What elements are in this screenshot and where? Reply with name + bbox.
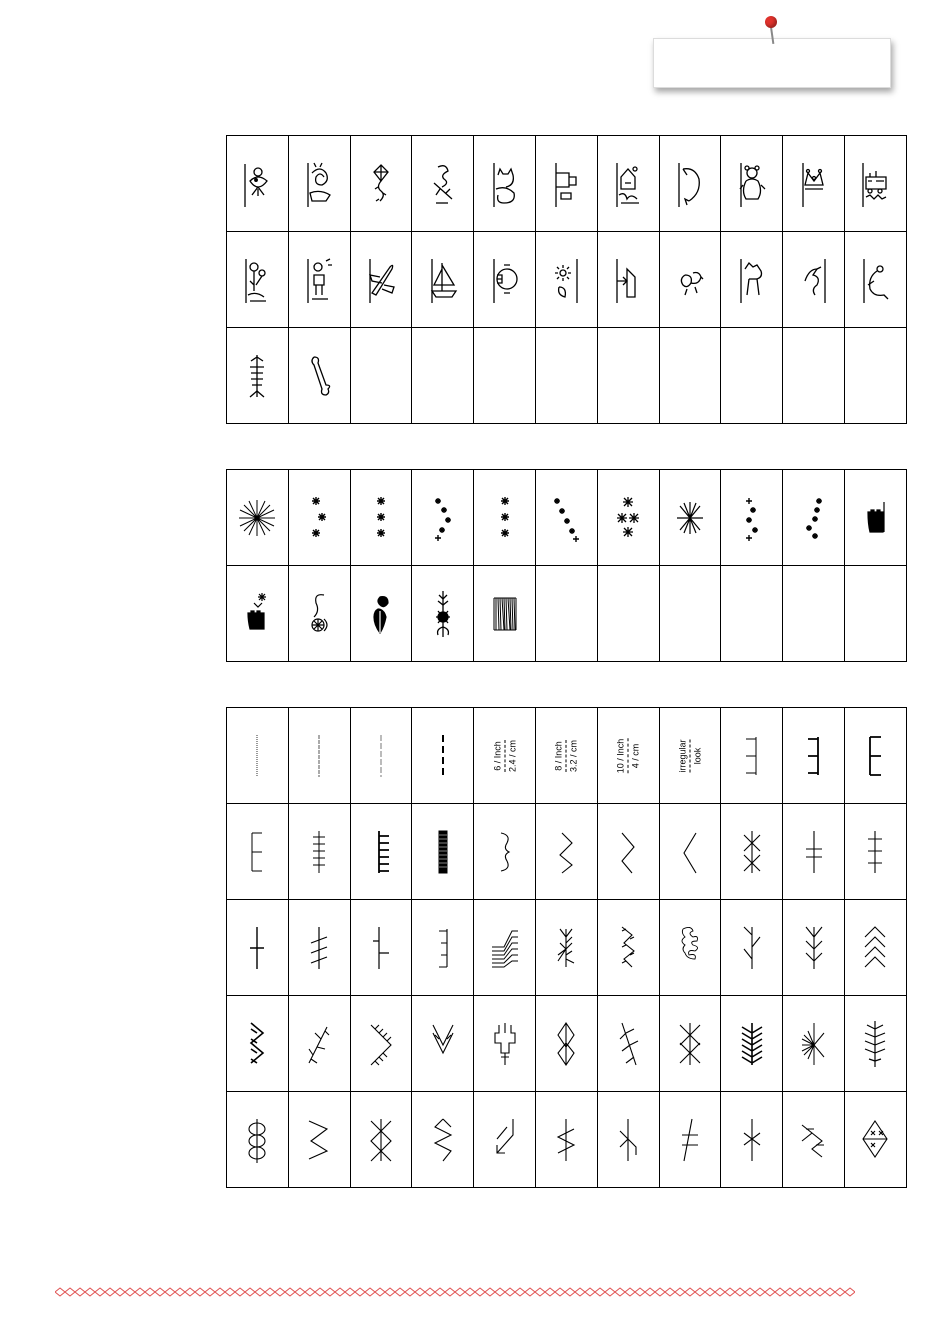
bird-icon[interactable] (783, 232, 845, 328)
chevron-stitch-icon[interactable] (844, 900, 906, 996)
s-bar-stitch-icon[interactable] (535, 1092, 597, 1188)
multi-line-stitch-icon[interactable] (474, 900, 536, 996)
quilting-label-top: 6 / Inch (492, 740, 503, 771)
satin-block-icon[interactable] (474, 566, 536, 662)
star-column-stitch-icon[interactable] (721, 1092, 783, 1188)
sticky-note (653, 38, 891, 88)
quilting-label-bottom: look (692, 747, 703, 764)
cross-stitch-icon[interactable] (721, 804, 783, 900)
empty-cell (844, 566, 906, 662)
blanket-stitch-bold-icon[interactable] (783, 708, 845, 804)
star-large-icon[interactable] (659, 470, 721, 566)
flower-stem-icon[interactable] (412, 566, 474, 662)
cross-chain-stitch-icon[interactable] (659, 996, 721, 1092)
house-garden-icon[interactable] (597, 136, 659, 232)
quilt-stitch-table (226, 707, 907, 1188)
w-zigzag-stitch-icon[interactable] (288, 1092, 350, 1188)
airplane-icon[interactable] (350, 232, 412, 328)
double-cross-stitch-icon[interactable] (844, 804, 906, 900)
asterisk-diagonal-icon[interactable] (535, 470, 597, 566)
quilting-irregular[interactable] (659, 708, 721, 804)
quilting-10-inch[interactable] (597, 708, 659, 804)
fern-stitch-icon[interactable] (783, 900, 845, 996)
empty-cell (350, 328, 412, 424)
fishbone-icon[interactable] (227, 328, 289, 424)
leaf-spine-stitch-icon[interactable] (844, 996, 906, 1092)
bird-on-branch-icon[interactable] (412, 136, 474, 232)
straight-fine-stitch-icon[interactable] (227, 708, 289, 804)
castle-stitch-icon[interactable] (474, 996, 536, 1092)
branch-stitch-icon[interactable] (721, 900, 783, 996)
cross-vertical-stitch-icon[interactable] (227, 900, 289, 996)
mailbox-icon[interactable] (535, 136, 597, 232)
quilting-label-top: 10 / Inch (615, 738, 626, 773)
quilting-label-top: irregular (677, 738, 688, 773)
horse-icon[interactable] (721, 232, 783, 328)
motif-stitch-table (226, 135, 907, 424)
dolphin-icon[interactable] (659, 136, 721, 232)
asterisk-column-small-icon[interactable] (474, 470, 536, 566)
castle-icon[interactable] (844, 470, 906, 566)
asterisk-cluster-icon[interactable] (721, 470, 783, 566)
train-icon[interactable] (844, 136, 906, 232)
asterisk-triangle-icon[interactable] (597, 470, 659, 566)
zigzag-chevron-stitch-icon[interactable] (227, 996, 289, 1092)
quilting-label-top: 8 / Inch (553, 740, 564, 771)
slant-bar-stitch-icon[interactable] (288, 900, 350, 996)
asterisk-column-icon[interactable] (350, 470, 412, 566)
feather-star-stitch-icon[interactable] (535, 900, 597, 996)
empty-cell (535, 566, 597, 662)
house-icon[interactable] (597, 232, 659, 328)
empty-cell (844, 328, 906, 424)
empty-cell (474, 328, 536, 424)
sailboat-icon[interactable] (412, 232, 474, 328)
decorative-border (55, 1286, 855, 1298)
comb-stitch-icon[interactable] (412, 900, 474, 996)
plume-stitch-icon[interactable] (783, 996, 845, 1092)
empty-cell (783, 566, 845, 662)
straight-stitch-icon[interactable] (288, 708, 350, 804)
herringbone-stitch-icon[interactable] (350, 996, 412, 1092)
child-swing-icon[interactable] (288, 232, 350, 328)
blanket-stitch-icon[interactable] (721, 708, 783, 804)
ladder-stitch-bold-icon[interactable] (350, 804, 412, 900)
wave-zigzag-stitch-icon[interactable] (412, 996, 474, 1092)
step-s-stitch-icon[interactable] (597, 1092, 659, 1188)
empty-cell (597, 328, 659, 424)
satin-stitch-icon[interactable] (412, 804, 474, 900)
empty-cell (597, 566, 659, 662)
castle-star-icon[interactable] (227, 566, 289, 662)
swirl-flower-icon[interactable] (288, 566, 350, 662)
fish-icon[interactable] (227, 136, 289, 232)
diamond-chain-stitch-icon[interactable] (535, 996, 597, 1092)
fishbone-stitch-icon[interactable] (721, 996, 783, 1092)
flower-tree-icon[interactable] (227, 232, 289, 328)
dog-bone-icon[interactable] (288, 328, 350, 424)
ladder-stitch-icon[interactable] (288, 804, 350, 900)
empty-cell (659, 566, 721, 662)
star-cross-stitch-icon[interactable] (350, 1092, 412, 1188)
blanket-stitch-wide-icon[interactable] (844, 708, 906, 804)
quilting-label-bottom: 3.2 / cm (568, 739, 579, 772)
starburst-icon[interactable] (227, 470, 289, 566)
asterisk-chain-icon[interactable] (783, 470, 845, 566)
quilting-8-inch[interactable] (535, 708, 597, 804)
straight-stitch-light-icon[interactable] (350, 708, 412, 804)
crown-icon[interactable] (783, 136, 845, 232)
sun-moon-icon[interactable] (535, 232, 597, 328)
diamond-star-stitch-icon[interactable] (844, 1092, 906, 1188)
serpentine-stitch-icon[interactable] (659, 804, 721, 900)
cross-bar-stitch-icon[interactable] (783, 804, 845, 900)
snake-chain-stitch-icon[interactable] (412, 1092, 474, 1188)
scallop-stitch-icon[interactable] (474, 804, 536, 900)
quilting-label-bottom: 4 / cm (630, 743, 641, 768)
zigzag-stitch-icon[interactable] (535, 804, 597, 900)
quilting-label-bottom: 2.4 / cm (507, 739, 518, 772)
quilting-6-inch[interactable] (474, 708, 536, 804)
leaf-flower-icon[interactable] (350, 566, 412, 662)
arrow-feather-stitch-icon[interactable] (597, 996, 659, 1092)
star-stitch-table (226, 469, 907, 662)
vine-stitch-icon[interactable] (783, 1092, 845, 1188)
chameleon-icon[interactable] (659, 232, 721, 328)
teddy-bear-icon[interactable] (721, 136, 783, 232)
empty-cell (721, 566, 783, 662)
stipple-stitch-icon[interactable] (659, 900, 721, 996)
twig-stitch-icon[interactable] (288, 996, 350, 1092)
cat-icon[interactable] (474, 136, 536, 232)
empty-cell (535, 328, 597, 424)
empty-cell (659, 328, 721, 424)
straight-dashed-stitch-icon[interactable] (412, 708, 474, 804)
zigzag-feather-stitch-icon[interactable] (597, 900, 659, 996)
empty-cell (721, 328, 783, 424)
empty-cell (783, 328, 845, 424)
arrow-step-stitch-icon[interactable] (474, 1092, 536, 1188)
step-bar-stitch-icon[interactable] (350, 900, 412, 996)
zigzag-wide-stitch-icon[interactable] (597, 804, 659, 900)
pin-icon (765, 16, 777, 28)
snail-icon[interactable] (288, 136, 350, 232)
asterisk-trio-curve-icon[interactable] (288, 470, 350, 566)
z-bar-stitch-icon[interactable] (659, 1092, 721, 1188)
oval-chain-stitch-icon[interactable] (227, 1092, 289, 1188)
lantern-icon[interactable] (474, 232, 536, 328)
kite-icon[interactable] (350, 136, 412, 232)
asterisk-zigzag-icon[interactable] (412, 470, 474, 566)
seal-icon[interactable] (844, 232, 906, 328)
empty-cell (412, 328, 474, 424)
blanket-stitch-double-icon[interactable] (227, 804, 289, 900)
